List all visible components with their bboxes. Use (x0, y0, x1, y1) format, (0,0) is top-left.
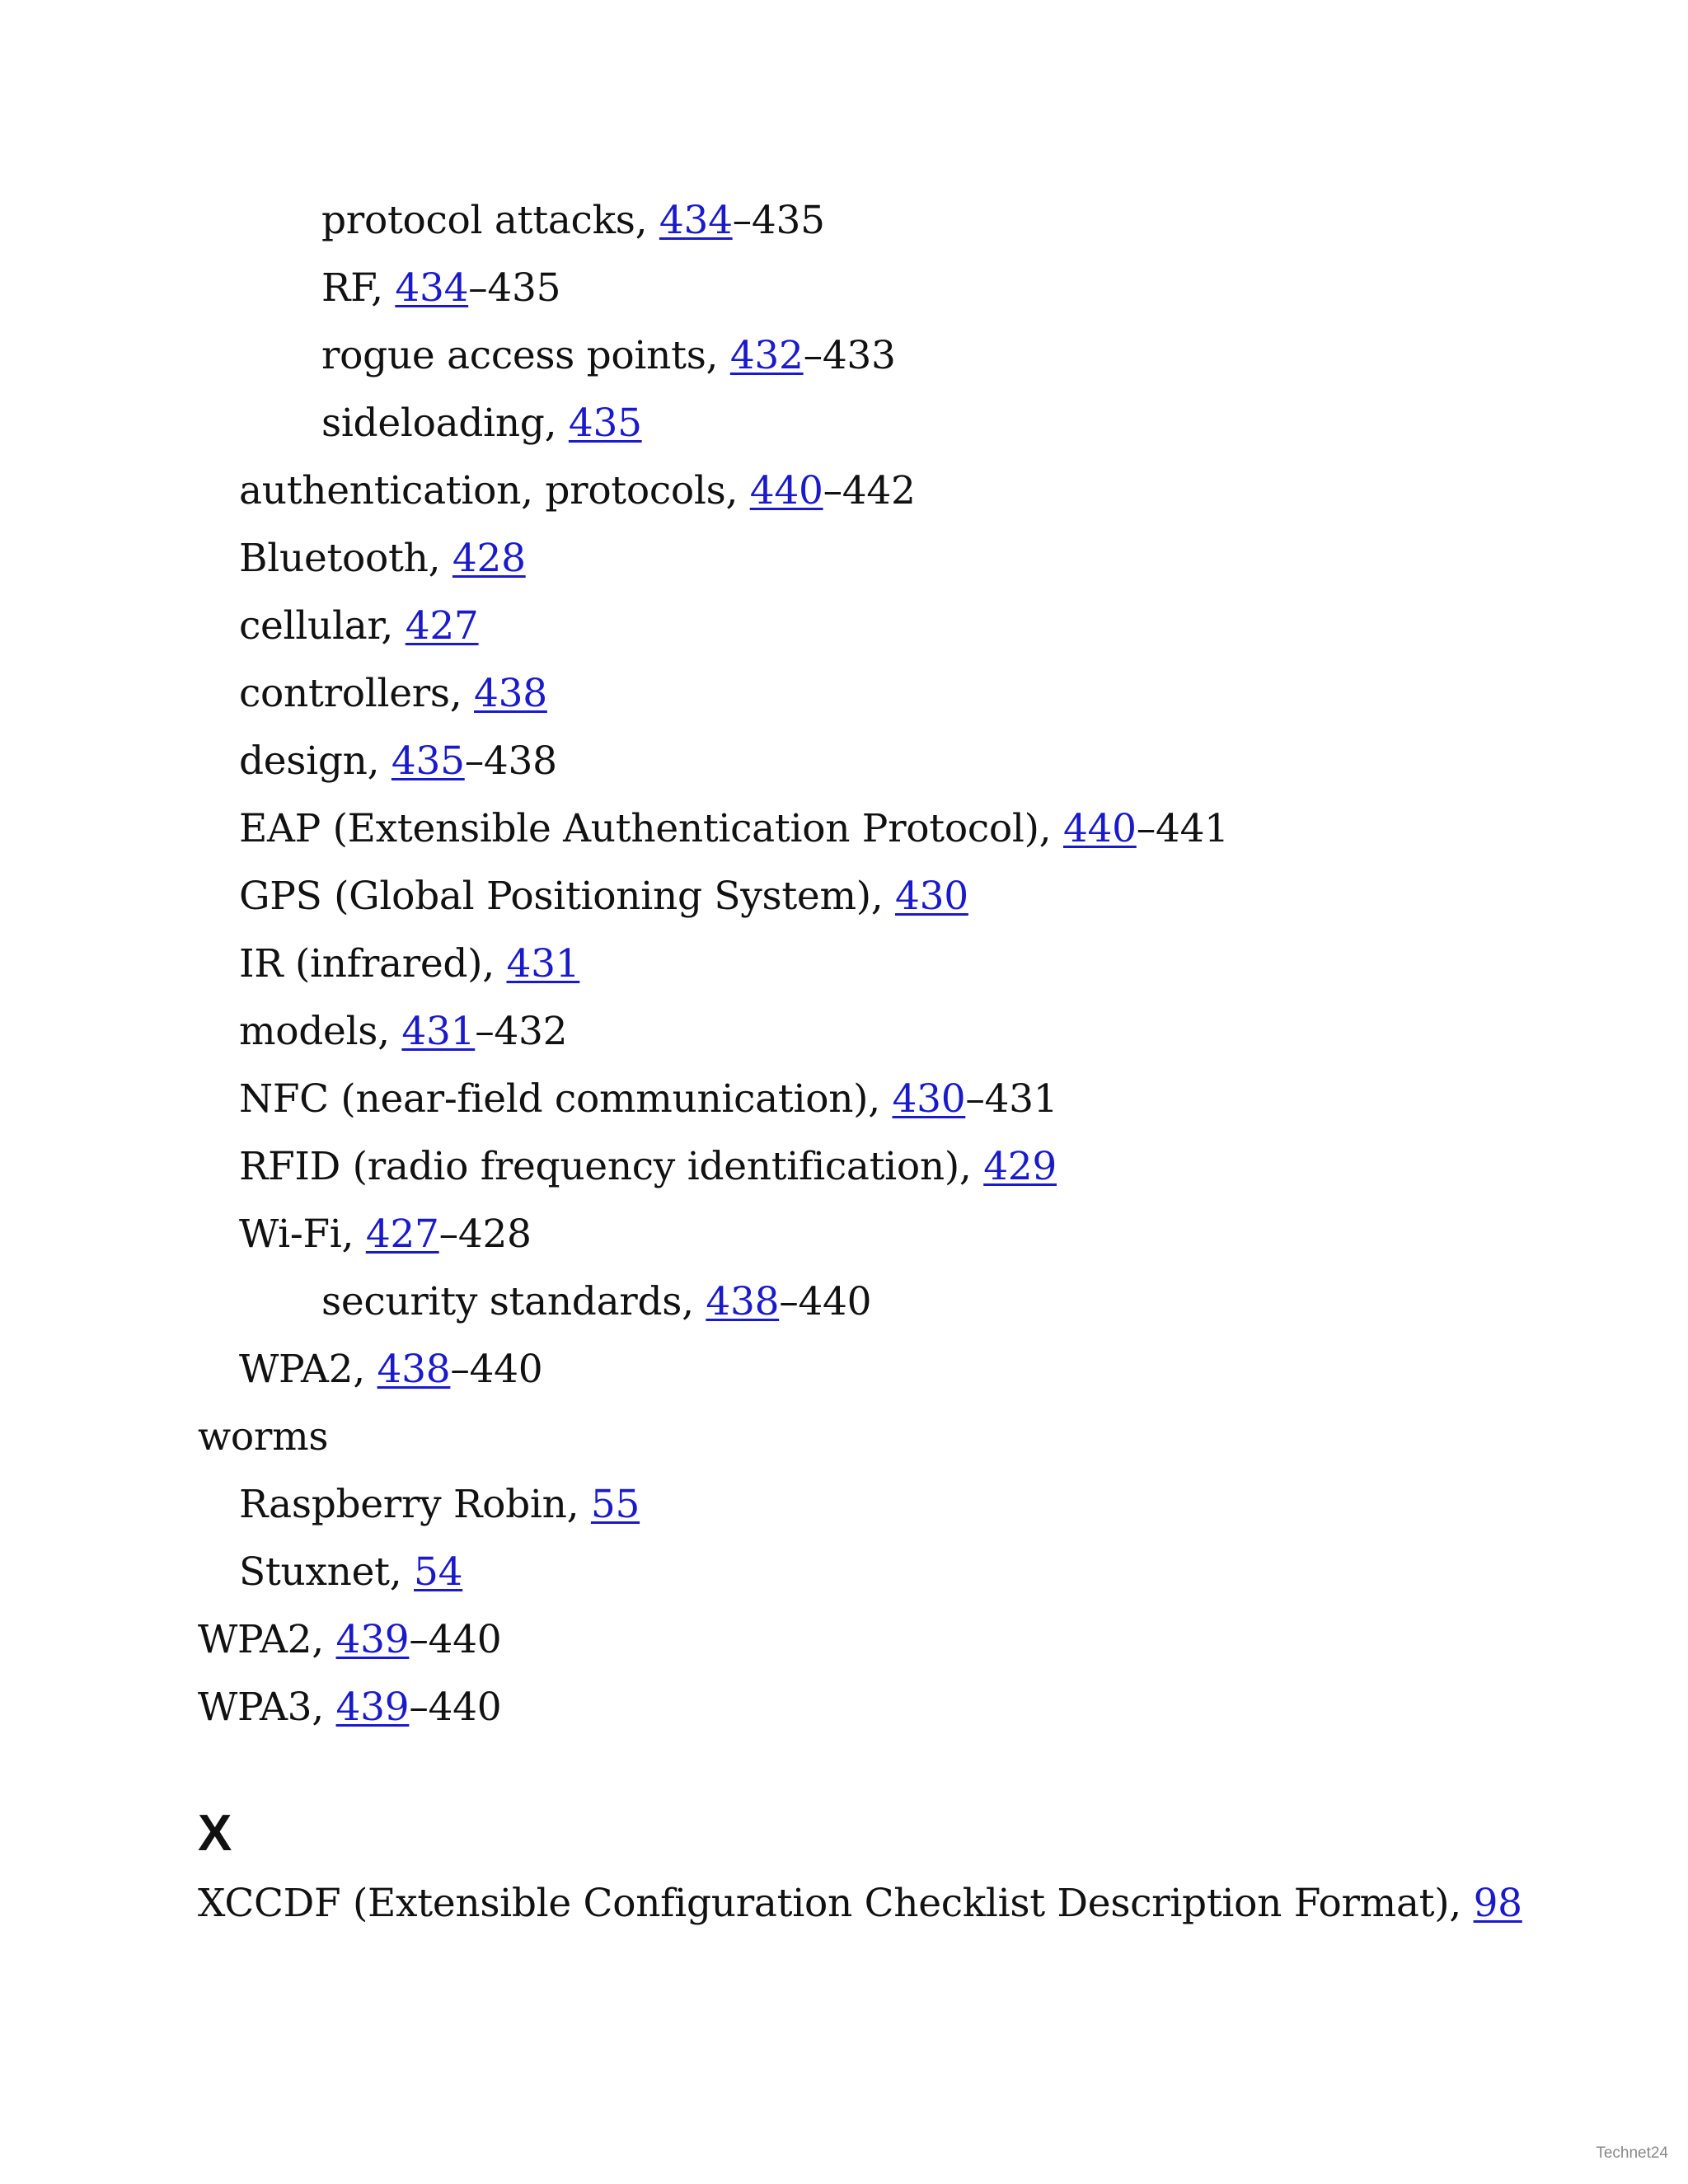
index-entry (239, 737, 557, 786)
page-range-end: –431 (965, 1076, 1058, 1122)
page-link[interactable]: 430 (892, 1076, 966, 1122)
entry-term: RFID (radio frequency identification), (239, 1144, 972, 1189)
page-link[interactable]: 429 (983, 1144, 1057, 1189)
entry-term: controllers, (239, 671, 462, 716)
page-range-end: –435 (468, 265, 561, 311)
page-link[interactable]: 98 (1473, 1881, 1522, 1926)
entry-term: design, (239, 738, 380, 784)
entry-term: GPS (Global Positioning System), (239, 874, 884, 919)
page-link[interactable]: 440 (749, 468, 823, 513)
page-range-end: –435 (732, 198, 825, 243)
entry-term: models, (239, 1009, 390, 1054)
page-link[interactable]: 427 (365, 1212, 439, 1257)
page-link[interactable]: 432 (729, 333, 804, 378)
page-range-end: –440 (409, 1617, 502, 1662)
page-link[interactable]: 434 (659, 198, 733, 243)
index-entry (239, 1075, 1057, 1124)
page-range-end: –428 (438, 1212, 532, 1257)
index-entry (198, 1615, 501, 1665)
index-entry (239, 1345, 542, 1394)
index-entry (239, 602, 479, 651)
page-link[interactable]: 55 (590, 1482, 640, 1527)
page-range-end: –432 (475, 1009, 568, 1054)
page-link[interactable]: 435 (391, 738, 465, 784)
index-entry (321, 264, 560, 313)
index-entry (239, 1142, 1057, 1192)
index-entry (198, 1413, 328, 1462)
entry-term: RF, (321, 265, 383, 311)
page-range-end: –441 (1136, 806, 1229, 851)
entry-term: EAP (Extensible Authentication Protocol), (239, 806, 1052, 851)
entry-term: NFC (near-field communication), (239, 1076, 880, 1122)
entry-term: Wi-Fi, (239, 1212, 354, 1257)
entry-term: Raspberry Robin, (239, 1482, 579, 1527)
page-link[interactable]: 439 (335, 1617, 410, 1662)
index-entry (239, 872, 968, 921)
entry-term: worms (198, 1414, 329, 1460)
index-entry (198, 1683, 501, 1732)
entry-term: security standards, (321, 1279, 694, 1324)
entry-term: WPA3, (198, 1685, 324, 1730)
index-entry (321, 196, 825, 246)
index-entry (321, 399, 642, 448)
entry-term: cellular, (239, 603, 394, 649)
page-range-end: –442 (823, 468, 916, 513)
index-entry (198, 1879, 1522, 1929)
page-link[interactable]: 434 (395, 265, 469, 311)
index-entry (239, 940, 579, 989)
index-entry (321, 1277, 871, 1327)
entry-term: WPA2, (198, 1617, 324, 1662)
page-range-end: –440 (450, 1347, 543, 1392)
entry-term: protocol attacks, (321, 198, 648, 243)
page-link[interactable]: 439 (335, 1685, 410, 1730)
page-link[interactable]: 431 (506, 941, 580, 987)
index-entry (239, 1480, 640, 1530)
entry-term: IR (infrared), (239, 941, 495, 987)
page-range-end: –433 (803, 333, 896, 378)
page-link[interactable]: 431 (401, 1009, 476, 1054)
index-entry (239, 804, 1229, 854)
section-heading: X (198, 1805, 232, 1862)
page-link[interactable]: 54 (414, 1549, 463, 1595)
entry-term: sideloading, (321, 401, 557, 446)
page-link[interactable]: 438 (377, 1347, 451, 1392)
entry-term: WPA2, (239, 1347, 365, 1392)
entry-term: rogue access points, (321, 333, 719, 378)
entry-term: Stuxnet, (239, 1549, 402, 1595)
index-entry (239, 534, 526, 583)
entry-term: XCCDF (Extensible Configuration Checklist Description Format), (198, 1881, 1461, 1926)
entry-term: Bluetooth, (239, 536, 441, 581)
page-range-end: –440 (409, 1685, 502, 1730)
page-link[interactable]: 438 (706, 1279, 780, 1324)
page-link[interactable]: 435 (568, 401, 642, 446)
page-link[interactable]: 438 (474, 671, 547, 716)
index-entry (239, 1210, 532, 1259)
page-link[interactable]: 427 (405, 603, 479, 649)
page-link[interactable]: 428 (452, 536, 526, 581)
index-entry (239, 669, 547, 719)
index-entry (321, 331, 896, 381)
page-link[interactable]: 440 (1062, 806, 1137, 851)
entry-term: authentication, protocols, (239, 468, 738, 513)
index-entry (239, 1548, 462, 1597)
index-entry (239, 1007, 567, 1057)
page-range-end: –440 (779, 1279, 872, 1324)
page-link[interactable]: 430 (895, 874, 968, 919)
page-range-end: –438 (464, 738, 557, 784)
watermark: Technet24 (1596, 2144, 1668, 2162)
index-entry (239, 466, 916, 516)
